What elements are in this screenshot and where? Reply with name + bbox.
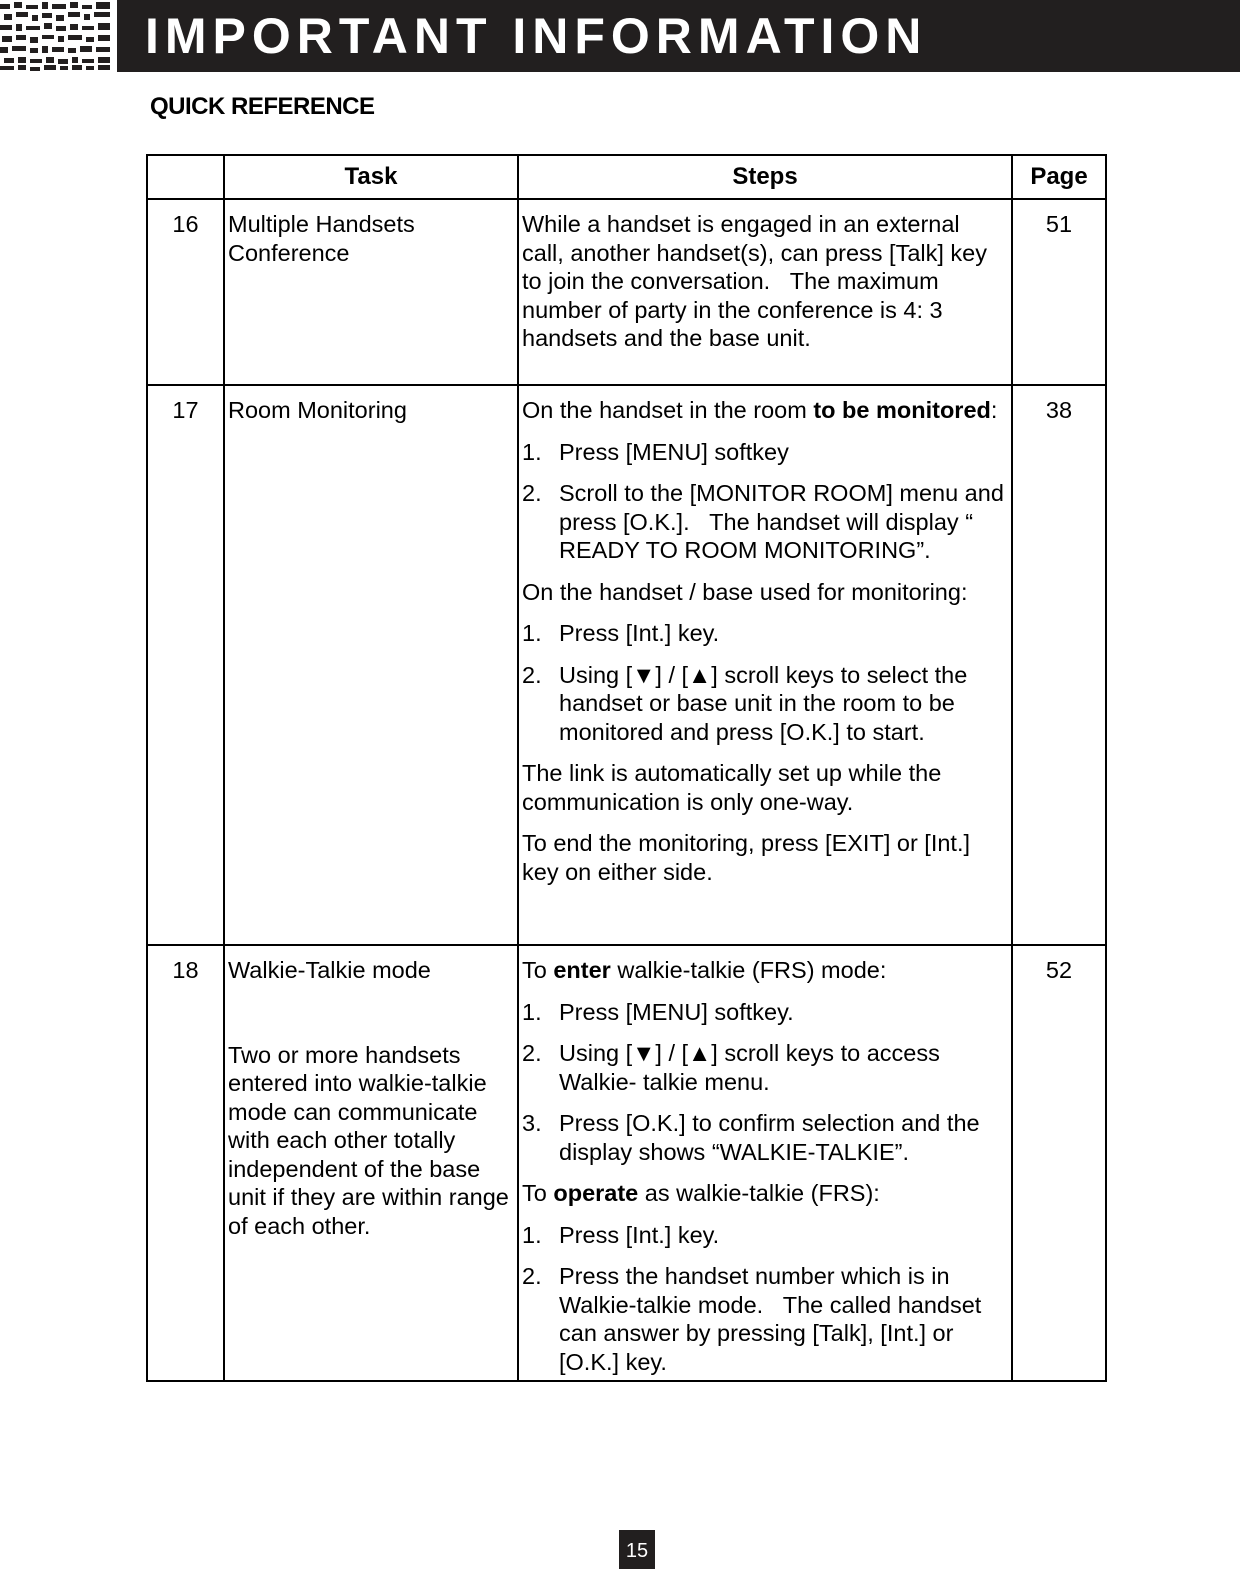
step-text: Using [▼] / [▲] scroll keys to select the handset or base unit in the room to be monitored and press [O.K.] to start. (559, 661, 968, 745)
step-text: Press [Int.] key. (559, 620, 720, 646)
list-item (522, 1039, 1007, 1096)
list-item (522, 1221, 1007, 1250)
steps-intro-emphasis: to be monitored (813, 397, 991, 423)
steps-note: To end the monitoring, press [EXIT] or [Int.] key on either side. (522, 830, 971, 885)
steps-sub-intro: On the handset / base used for monitoring: (522, 578, 968, 605)
task-note: Two or more handsets entered into walkie-talkie mode can communicate with each other totally independent of the base unit if they are within range of each other. (228, 1041, 509, 1239)
row-number: 18 (147, 945, 224, 1381)
task-cell (224, 945, 518, 1381)
step-number: 3. (522, 1110, 542, 1136)
steps-intro-suffix: walkie-talkie (FRS) mode: (610, 957, 887, 983)
row-number: 17 (147, 385, 224, 945)
list-item (522, 479, 1007, 565)
steps-intro-prefix: To (522, 1180, 554, 1206)
page-reference: 38 (1012, 385, 1106, 945)
steps-intro (522, 396, 1007, 425)
steps-cell (518, 945, 1012, 1381)
task-name: Room Monitoring (224, 385, 518, 945)
steps-intro-emphasis: operate (553, 1180, 639, 1206)
step-text: Using [▼] / [▲] scroll keys to access Walkie- talkie menu. (559, 1040, 940, 1095)
page-title: IMPORTANT INFORMATION (145, 8, 928, 64)
step-number: 2. (522, 1040, 542, 1066)
list-item (522, 661, 1007, 747)
column-header-steps: Steps (518, 155, 1012, 199)
header-bar (117, 0, 1240, 72)
list-item (522, 1262, 1007, 1376)
step-text: Press [Int.] key. (559, 1221, 720, 1248)
steps-intro (522, 1179, 1007, 1208)
steps-text: While a handset is engaged in an external call, another handset(s), can press [Talk] key to join the conversation. The maximum number of party in the conference is 4: 3 handsets and the base unit. (522, 211, 987, 351)
step-text: Scroll to the [MONITOR ROOM] menu and press [O.K.]. The handset will display “ READY TO ROOM MONITORING”. (559, 480, 1004, 563)
step-number: 1. (522, 1221, 542, 1248)
section-title: QUICK REFERENCE (150, 93, 375, 120)
steps-cell (518, 385, 1012, 945)
steps-intro-prefix: On the handset in the room (522, 397, 814, 423)
quick-reference-table (146, 154, 1107, 1382)
steps-cell (518, 199, 1012, 385)
row-number: 16 (147, 199, 224, 385)
steps-intro (522, 956, 1007, 985)
step-text: Press [MENU] softkey (559, 438, 789, 465)
page-reference: 51 (1012, 199, 1106, 385)
column-header-number (147, 155, 224, 199)
page-number: 15 (619, 1530, 655, 1569)
step-number: 2. (522, 480, 542, 506)
table-row (147, 199, 1106, 385)
steps-intro-suffix: : (990, 397, 998, 423)
column-header-page: Page (1012, 155, 1106, 199)
step-text: Press [MENU] softkey. (559, 998, 794, 1025)
step-number: 2. (522, 1263, 542, 1289)
step-text: Press the handset number which is in Walkie-talkie mode. The called handset can answer by pressing [Talk], [Int.] or [O.K.] key. (559, 1263, 982, 1375)
list-item (522, 438, 1007, 467)
steps-intro-suffix: as walkie-talkie (FRS): (638, 1180, 880, 1206)
steps-note: The link is automatically set up while the communication is only one-way. (522, 760, 942, 815)
steps-intro-prefix: To (522, 957, 554, 983)
page-reference: 52 (1012, 945, 1106, 1381)
table-row (147, 385, 1106, 945)
header-pattern-graphic (0, 0, 112, 72)
step-text: Press [O.K.] to confirm selection and the display shows “WALKIE-TALKIE”. (559, 1110, 980, 1165)
task-name: Walkie-Talkie mode (228, 957, 431, 983)
task-name: Multiple Handsets Conference (224, 199, 518, 385)
list-item (522, 998, 1007, 1027)
step-number: 2. (522, 661, 542, 688)
list-item (522, 619, 1007, 648)
step-number: 1. (522, 620, 542, 646)
table-row (147, 945, 1106, 1381)
steps-intro-emphasis: enter (553, 957, 611, 983)
column-header-task: Task (224, 155, 518, 199)
step-number: 1. (522, 438, 542, 465)
table-header-row (147, 155, 1106, 199)
list-item (522, 1109, 1007, 1166)
step-number: 1. (522, 998, 542, 1025)
